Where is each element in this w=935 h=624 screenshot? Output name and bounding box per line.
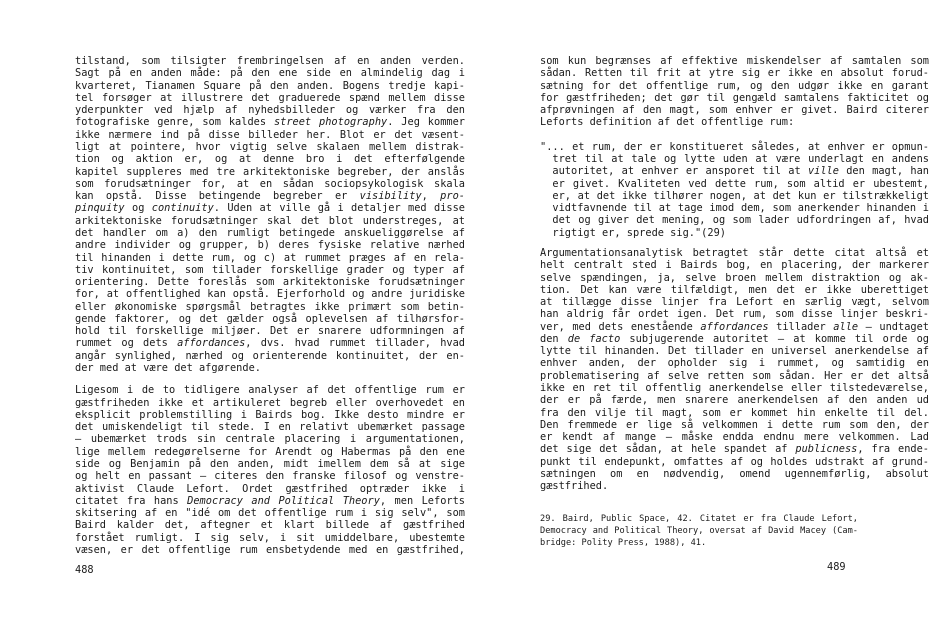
paragraph (75, 384, 465, 556)
page-right-text-column (540, 55, 929, 549)
text-line: rigtigt er, sprede sig."(29) (552, 226, 726, 239)
text-line: til hinanden i dette rum, og c) at rummet præges af en rela- (75, 251, 465, 264)
text-line: "... et rum, der er konstitueret således, at enhver er opmun- (540, 140, 929, 153)
paragraph (540, 55, 929, 129)
text-line: afprøvningen af den magt, som enhver er givet. Baird citerer (540, 104, 929, 117)
text-line: det og giver det mening, og som lader udfordringen af, hvad (552, 214, 929, 227)
text-line: forstået rumligt. I sig selv, i sit umiddelbare, ubestemte (75, 531, 465, 544)
text-line: tret til at tale og lytte uden at være underlagt en andens (552, 152, 929, 165)
text-line: det sige det sådan, at hele spandet af publicness, fra ende- (540, 443, 929, 456)
text-line: sådan. Retten til frit at ytre sig er ikke en absolut forud- (540, 67, 929, 80)
text-line: — ubemærket trods sin centrale placering i argumentationen, (75, 433, 465, 446)
text-line: ikke en ret til offentlig anerkendelse eller tilstedeværelse, (540, 382, 929, 395)
text-line: tilstand, som tilsigter frembringelsen af en anden verden. (75, 55, 465, 67)
text-line: og helt en passant — citeres den franske filosof og venstre- (75, 470, 465, 483)
text-line: fra den vilje til magt, som er kommet hin enkelte til del. (540, 406, 929, 419)
text-line: punkt til endepunkt, omfattes af og holdes udstrakt af grund- (540, 455, 929, 468)
text-line: gæstfrihed. (540, 480, 609, 493)
page-left-text-column (75, 55, 465, 556)
text-line: orientering. Dette foreslås som arkitektoniske forudsætninger (75, 276, 465, 289)
text-line: Baird kalder det, aftegner et klart billede af gæstfrihed (75, 519, 465, 532)
text-line: Leforts definition af det offentlige rum: (540, 116, 795, 129)
text-line: tiv kontinuitet, som tillader forskellige grader og typer af (75, 263, 465, 276)
text-line: helt centralt sted i Bairds bog, en placering, der markerer (540, 259, 929, 272)
text-line: enhver anden, der opholder sig i rummet, og samtidig en (540, 357, 929, 370)
text-line: gæstfriheden ikke et artikuleret begreb eller overhovedet en (75, 396, 465, 409)
text-line: Den fremmede er lige så velkommen i dette rum som den, der (540, 418, 929, 431)
text-line: yderpunkter ved hjælp af nyhedsbilleder og værker fra den (75, 104, 465, 117)
text-line: for gæstfriheden; det gør til gengæld samtalens fakticitet og (540, 91, 929, 104)
paragraph (540, 247, 929, 493)
text-line: vidtfavnende til at tage imod dem, som anerkender hinanden i (552, 202, 929, 215)
text-line: ikke nærmere ind på disse billeder her. Blot er det væsent- (75, 128, 465, 141)
text-line: sætningen om en nødvendig, omend ugennemførlig, absolut (540, 468, 929, 480)
text-line: skitsering af en "idé om det offentlige rum i sig selv", som (75, 507, 465, 520)
text-line: tion. Det kan være tilfældigt, men det er ikke uberettiget (540, 283, 929, 296)
text-line: kapitel suppleres med tre arkitektoniske begreber, der anslås (75, 165, 465, 178)
text-line: han aldrig får ordet igen. Det rum, som disse linjer beskri- (540, 308, 929, 321)
text-line: eksplicit problemstilling i Bairds bog. Ikke desto mindre er (75, 408, 465, 421)
text-line: kan opstå. Disse betingende begreber er visibility, pro- (75, 190, 465, 203)
text-line: aktivist Claude Lefort. Ordet gæstfrihed optræder ikke i (75, 482, 465, 495)
text-line: væsen, er det offentlige rum ensbetydende med en gæstfrihed, (75, 543, 465, 556)
text-line: ligt at pointere, hvor vigtig selve skalaen mellem distrak- (75, 140, 465, 153)
text-line: hold til forskellige miljøer. Det er snarere udformningen af (75, 325, 465, 338)
text-line: lige mellem redegørelserne for Arendt og Habermas på den ene (75, 445, 465, 458)
text-line: Ligesom i de to tidligere analyser af det offentlige rum er (75, 384, 465, 397)
text-line: den de facto subjugerende autoritet — at komme til orde og (540, 332, 929, 345)
text-line: autoritet, at enhver er ansporet til at ville den magt, han (552, 165, 929, 178)
text-line: det handler om a) den rumligt betingede anskueliggørelse af (75, 226, 465, 239)
text-line: gende faktorer, og det gælder også oplevelsen af tilhørsfor- (75, 312, 465, 325)
text-line: for, at offentlighed kan opstå. Ejerforhold og andre juridiske (75, 288, 465, 301)
text-line: bridge: Polity Press, 1988), 41. (540, 537, 707, 548)
text-line: lytte til hinanden. Det tillader en universel anerkendelse af (540, 345, 929, 358)
text-line: ver, med dets enestående affordances tillader alle — undtaget (540, 320, 930, 333)
text-line: eller økonomiske spørgsmål betragtes ikke primært som betin- (75, 300, 465, 313)
text-line: Argumentationsanalytisk betragtet står dette citat altså et (540, 246, 929, 259)
text-line: Sagt på en anden måde: på den ene side en almindelig dag i (75, 67, 465, 80)
text-line: kvarteret, Tianamen Square på den anden. Bogens tredje kapi- (75, 79, 465, 92)
text-line: andre individer og grupper, b) deres fysiske relative nærhed (75, 239, 465, 252)
text-line: tel forsøger at illustrere det graduerede spænd mellem disse (75, 91, 465, 104)
text-line: er kendt af mange — måske endda endnu mere velkommen. Lad (540, 431, 929, 444)
text-line: at tillægge disse linjer fra Lefort en særlig vægt, selvom (540, 296, 929, 309)
text-line: 29. Baird, Public Space, 42. Citatet er fra Claude Lefort, (540, 513, 858, 524)
text-line: er givet. Kvaliteten ved dette rum, som altid er ubestemt, (552, 177, 929, 190)
text-line: pinquity og continuity. Uden at ville gå i detaljer med disse (75, 202, 465, 215)
text-line: fotografiske genre, som kaldes street photography. Jeg kommer (75, 116, 465, 129)
text-line: sætning for det offentlige rum, og den udgør ikke en garant (540, 79, 929, 92)
text-line: citatet fra hans Democracy and Political Theory, men Leforts (75, 494, 466, 507)
page-number-left: 488 (75, 564, 94, 576)
text-line: selve spændingen, ja, selve broen mellem distraktion og ak- (540, 271, 929, 284)
text-line: er, at det ikke tilhører nogen, at det kun er tilstrækkeligt (552, 189, 929, 202)
text-line: rummet og dets affordances, dvs. hvad rummet tillader, hvad (75, 337, 465, 350)
block-quote (540, 141, 929, 239)
text-line: Democracy and Political Theory, oversat af David Macey (Cam- (540, 525, 858, 536)
text-line: der er på færde, men snarere anerkendelsen af den anden ud (540, 394, 929, 407)
text-line: det umiskendeligt til stede. I en relativt ubemærket passage (75, 421, 465, 434)
page-number-right: 489 (827, 561, 846, 573)
text-line: side og Benjamin på den anden, midt imellem dem så at sige (75, 458, 465, 470)
text-line: problematisering af selve retten som sådan. Her er det altså (540, 369, 929, 382)
text-line: tion og aktion er, og at denne bro i det efterfølgende (75, 153, 465, 166)
text-line: som kun begrænses af effektive miskendelser af samtalen som (540, 55, 929, 67)
text-line: angår synlighed, nærhed og orienterende kontinuitet, der en- (75, 349, 465, 362)
text-line: som forudsætninger for, at en sådan sociopsykologisk skala (75, 177, 465, 190)
text-line: arkitektoniske forudsætninger skal det blot understreges, at (75, 214, 465, 227)
paragraph (75, 55, 465, 374)
footnote (540, 513, 858, 549)
text-line: der med at være det afgørende. (75, 362, 261, 375)
